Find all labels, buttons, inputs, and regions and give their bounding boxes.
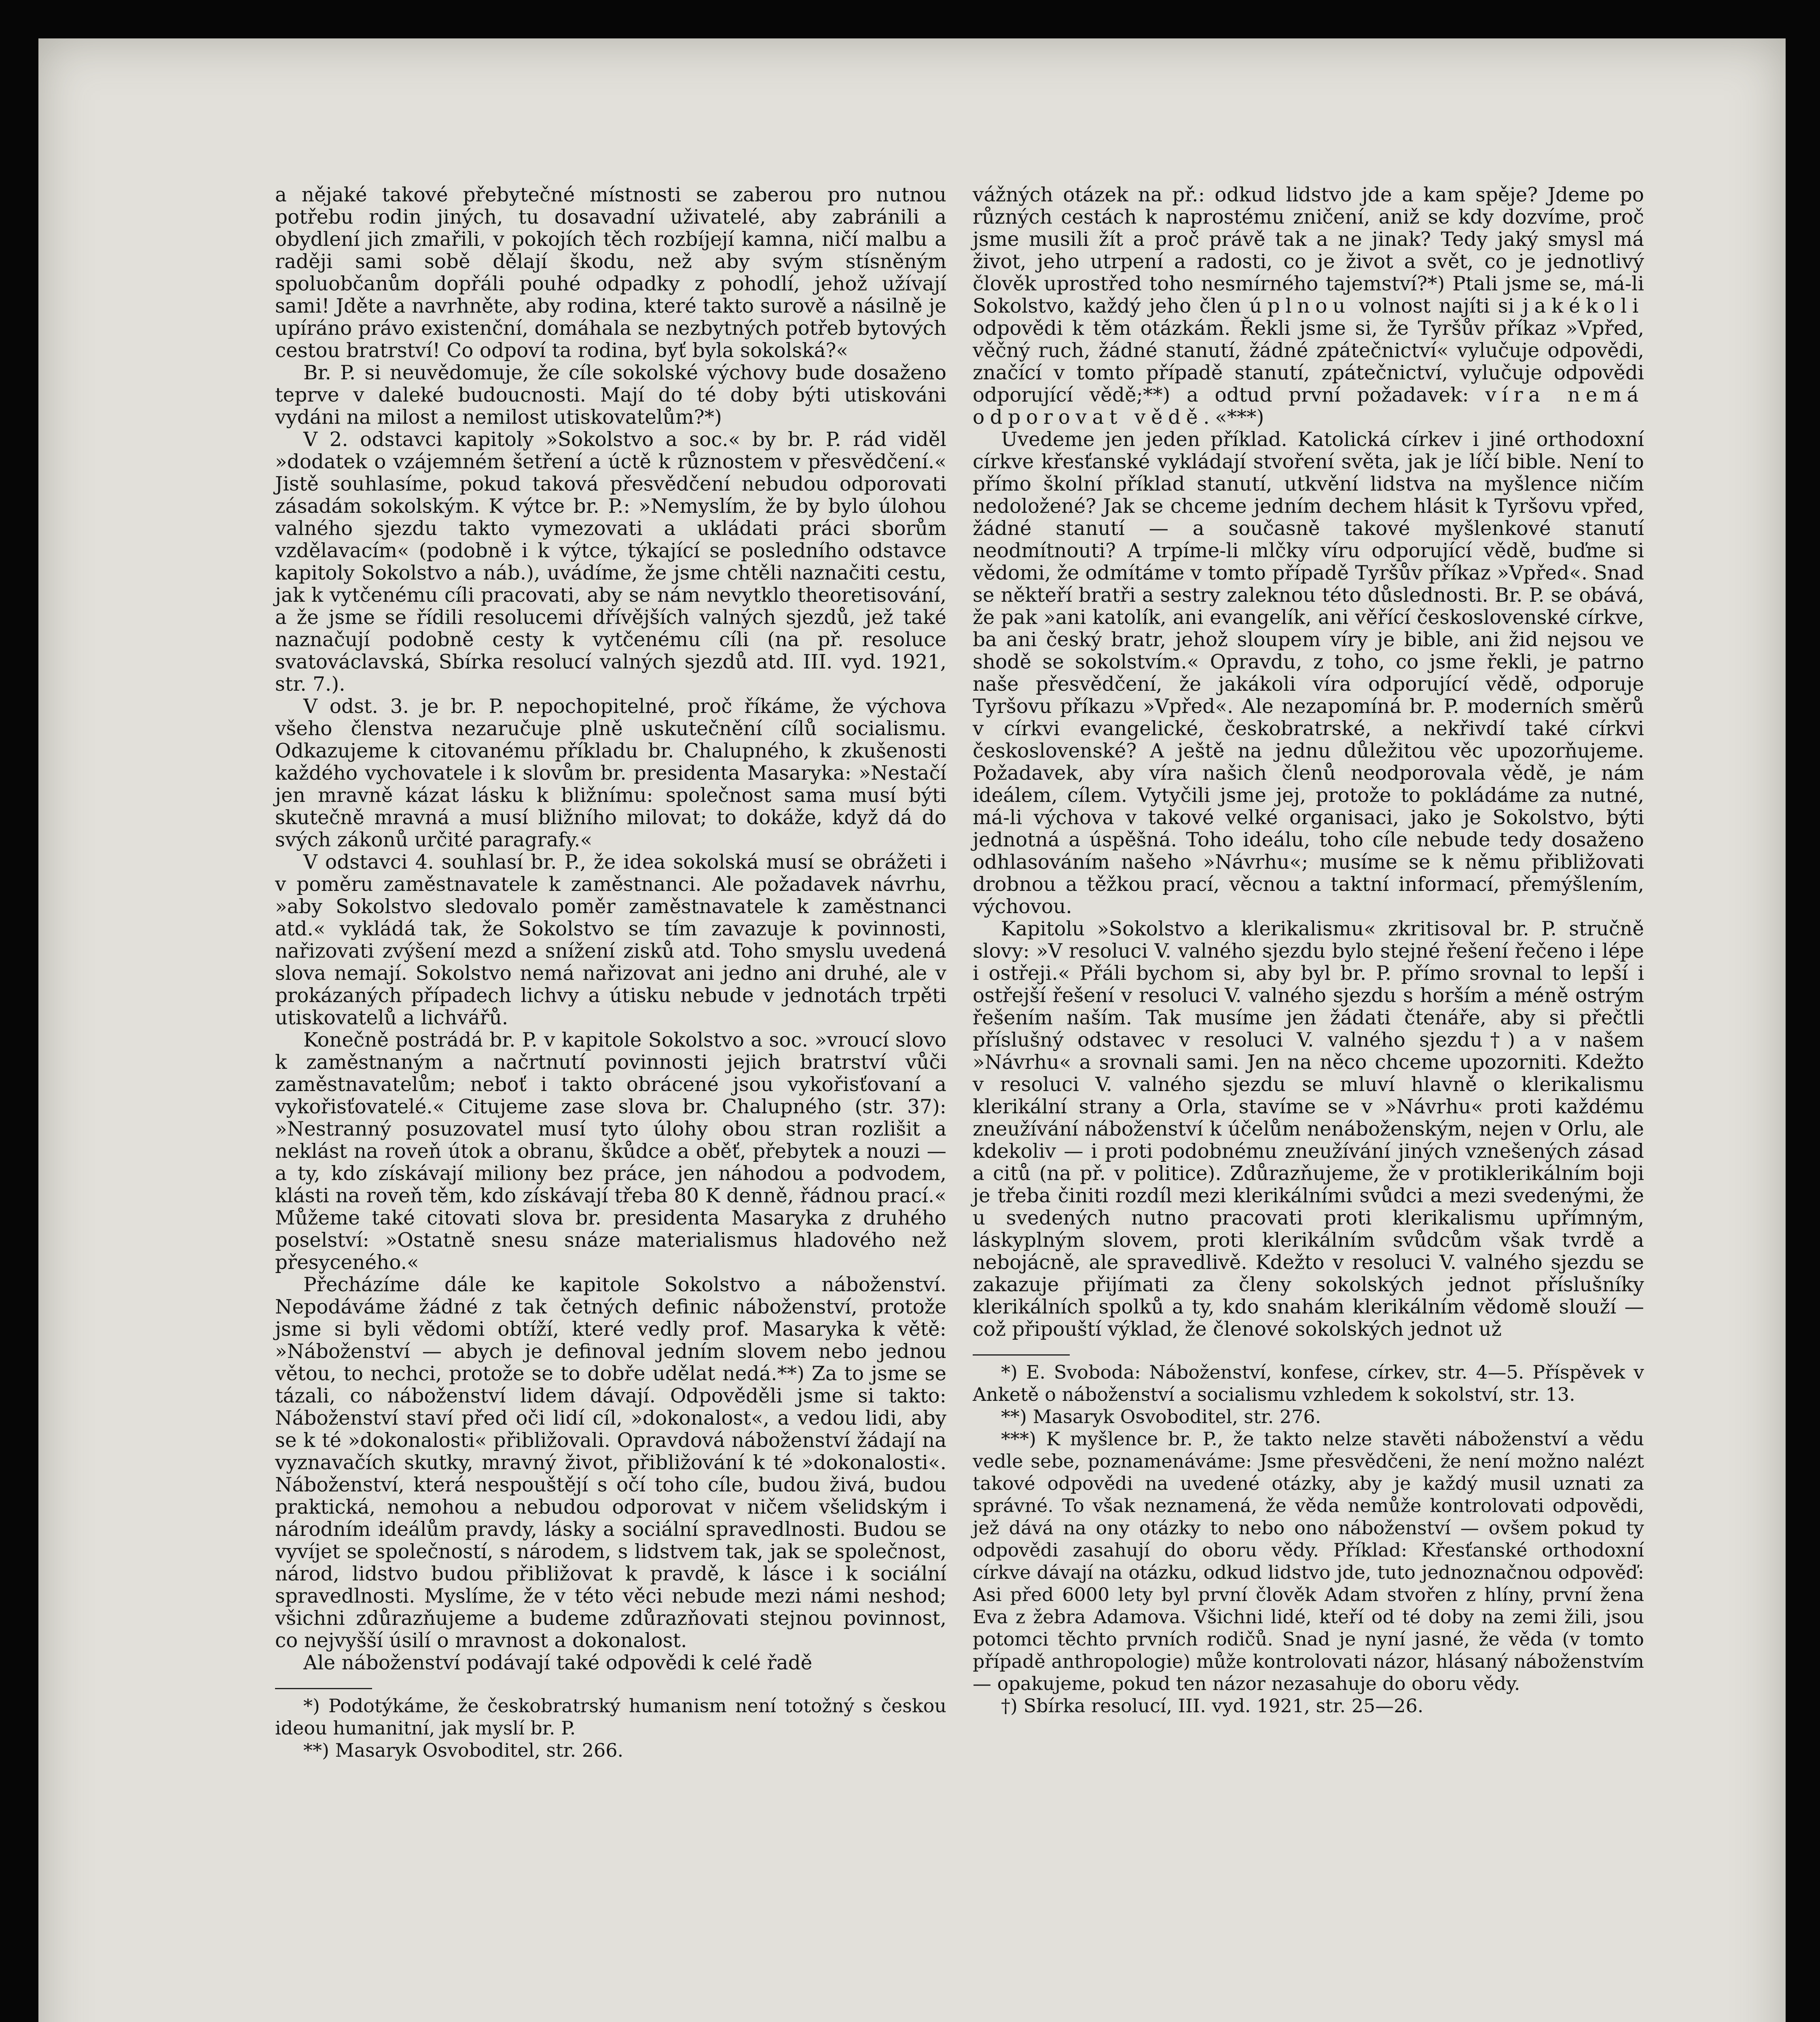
paragraph: V 2. odstavci kapitoly »Sokolstvo a soc.« by br. P. rád viděl »dodatek o vzájemném šetření a úctě k různostem v přesvědčení.« Jistě souhlasíme, pokud taková přesvědčení nebudou odporovati zásadám sokolským. K výtce br. P.: »Nemyslím, že by bylo úlohou valného sjezdu takto vymezovati a ukládati práci sborům vzdělavacím« (podobně i k výtce, týkající se posledního odstavce kapitoly Sokolstvo a náb.), uvádíme, že jsme chtěli naznačiti cestu, jak k vytčenému cíli pracovati, aby se nám nevytklo theoretisování, a že jsme se řídili resolucemi dřívějších valných sjezdů, jež také naznačují podobně cesty k vytčenému cíli (na př. resoluce svatováclavská, Sbírka resolucí valných sjezdů atd. III. vyd. 1921, str. 7.). — [275, 428, 946, 696]
text-run: volnost najíti si — [1359, 295, 1515, 317]
footnote: *) Podotýkáme, že českobratrský humanism není totožný s českou ideou humanitní, jak myslí br. P. — [275, 1695, 946, 1739]
paragraph: Kapitolu »Sokolstvo a klerikalismu« zkritisoval br. P. stručně slovy: »V resoluci V. valného sjezdu bylo stejné řešení řečeno i lépe i ostřeji.« Přáli bychom si, aby byl br. P. přímo srovnal to lepší i ostřejší řešení v resoluci V. valného sjezdu s horším a méně ostrým řešením naším. Tak musíme jen žádati čtenáře, aby si přečtli příslušný odstavec v resoluci V. valného sjezdu†) a v našem »Návrhu« a srovnali sami. Jen na něco chceme upozorniti. Kdežto v resoluci V. valného sjezdu se mluví hlavně o klerikalismu klerikální strany a Orla, stavíme se v »Návrhu« proti každému zneužívání náboženství k účelům nenáboženským, nejen v Orlu, ale kdekoliv — i proti podobnému zneužívání jiných vznešených zásad a citů (na př. v politice). Zdůrazňujeme, že v protiklerikálním boji je třeba činiti rozdíl mezi klerikálními svůdci a mezi svedenými, že u svedených nutno pracovati proti klerikalismu upřímným, láskyplným slovem, proti klerikálním svůdcům však tvrdě a nebojácně, ale spravedlivě. Kdežto v resoluci V. valného sjezdu se zakazuje přijímati za členy sokolských jednot příslušníky klerikálních spolků a ty, kdo snahám klerikálním vědomě slouží — což připouští výklad, že členové sokolských jednot už — [973, 918, 1644, 1341]
spaced-emphasis: jakékoli — [1522, 295, 1644, 317]
paragraph: Ale náboženství podávají také odpovědi k celé řadě — [303, 1652, 813, 1674]
left-column — [275, 184, 946, 1762]
footnote: †) Sbírka resolucí, III. vyd. 1921, str. 25—26. — [1001, 1695, 1424, 1717]
footnote: **) Masaryk Osvoboditel, str. 276. — [1001, 1406, 1321, 1428]
paragraph: V odstavci 4. souhlasí br. P., že idea sokolská musí se obrážeti i v poměru zaměstnavatele k zaměstnanci. Ale požadavek návrhu, »aby Sokolstvo sledovalo poměr zaměstnavatele k zaměstnanci atd.« vykládá tak, že Sokolstvo se tím zavazuje k povinnosti, nařizovati zvýšení mezd a snížení zisků atd. Toho smyslu uvedená slova nemají. Sokolstvo nemá nařizovat ani jedno ani druhé, ale v prokázaných případech lichvy a útisku nebude v jednotách trpěti utiskovatelů a lichvářů. — [275, 851, 946, 1029]
footnote: ***) K myšlence br. P., že takto nelze stavěti náboženství a vědu vedle sebe, poznamenáváme: Jsme přesvědčeni, že není možno nalézt takové odpovědi na uvedené otázky, aby je každý musil uznati za správné. To však neznamená, že věda nemůže kontrolovati odpovědi, jež dává na ony otázky to nebo ono náboženství — ovšem pokud ty odpovědi zasahují do oboru vědy. Příklad: Křesťanské orthodoxní církve dávají na otázku, odkud lidstvo jde, tuto jednoznačnou odpověď: Asi před 6000 lety byl první člověk Adam stvořen z hlíny, první žena Eva z žebra Adamova. Všichni lidé, kteří od té doby na zemi žili, jsou potomci těchto prvních rodičů. Snad je nyní jasné, že věda (v tomto případě anthropologie) může kontrolovati názor, hlásaný náboženstvím — opakujeme, pokud ten názor nezasahuje do oboru vědy. — [973, 1428, 1644, 1694]
paragraph — [973, 184, 1644, 429]
paragraph: Přecházíme dále ke kapitole Sokolstvo a náboženství. Nepodáváme žádné z tak četných definic náboženství, protože jsme si byli vědomi obtíží, které vedly prof. Masaryka k větě: »Náboženství — abych je definoval jedním slovem nebo jednou větou, to nechci, protože se to dobře udělat nedá.**) Za to jsme se tázali, co náboženství lidem dávají. Odpověděli jsme si takto: Náboženství staví před oči lidí cíl, »dokonalost«, a vedou lidi, aby se k té »dokonalosti« přibližovali. Opravdová náboženství žádají na vyznavačích skutky, mravný život, přibližování k té »dokonalosti«. Náboženství, která nespouštějí s očí toho cíle, budou živá, budou praktická, nemohou a nebudou odporovat v ničem všelidským i národním ideálům pravdy, lásky a sociální spravedlnosti. Budou se vyvíjet se společností, s národem, s lidstvem tak, jak se společnost, národ, lidstvo budou přibližovat k pravdě, k lásce i k sociální spravedlnosti. Myslíme, že v této věci nebude mezi námi neshod; všichni zdůrazňujeme a budeme zdůrazňovati stejnou povinnost, co nejvyšší úsilí o mravnost a dokonalost. — [275, 1273, 946, 1652]
text-run: vážných otázek na př.: odkud lidstvo jde a kam spěje? Jdeme po různých cestách k naprostému zničení, aniž se kdy dozvíme, proč jsme musili žít a proč právě tak a ne jinak? Tedy jaký smysl má život, jeho utrpení a radosti, co je život a svět, co je jednotlivý člověk uprostřed toho nesmírného tajemství?*) Ptali jsme se, má-li Sokolstvo, každý jeho člen — [973, 184, 1644, 317]
spaced-emphasis: úplnou — [1249, 295, 1351, 317]
paragraph: Br. P. si neuvědomuje, že cíle sokolské výchovy bude dosaženo teprve v daleké budoucnosti. Mají do té doby býti utiskováni vydáni na milost a nemilost utiskovatelům?*) — [275, 362, 946, 429]
footnote-divider — [973, 1354, 1070, 1356]
text-run: «***) — [1215, 406, 1264, 429]
footnote: **) Masaryk Osvoboditel, str. 266. — [303, 1739, 624, 1761]
text-run: odpovědi k těm otázkám. Řekli jsme si, že Tyršův příkaz »Vpřed, věčný ruch, žádné stanutí, žádné zpátečnictví« vylučuje odpovědi, značící v tomto případě stanutí, zpátečnictví, vylučuje odpovědi odporující vědě;**) a odtud první požadavek: — [973, 317, 1644, 406]
paragraph: Uvedeme jen jeden příklad. Katolická církev i jiné orthodoxní církve křesťanské vykládají stvoření světa, jak je líčí bible. Není to přímo školní příklad stanutí, utkvění lidstva na myšlence ničím nedoložené? Jak se chceme jedním dechem hlásit k Tyršovu vpřed, žádné stanutí — a současně takové myšlenkové stanutí neodmítnouti? A trpíme-li mlčky víru odporující vědě, buďme si vědomi, že odmítáme v tomto případě Tyršův příkaz »Vpřed«. Snad se někteří bratři a sestry zaleknou této důslednosti. Br. P. se obává, že pak »ani katolík, ani evangelík, ani věřící československé církve, ba ani český bratr, jehož sloupem víry je bible, ani žid nejsou ve shodě se sokolstvím.« Opravdu, z toho, co jsme řekli, je patrno naše přesvědčení, že jakákoli víra odporující vědě, odporuje Tyršovu příkazu »Vpřed«. Ale nezapomíná br. P. moderních směrů v církvi evangelické, českobratrské, a nekřivdí také církvi československé? A ještě na jednu důležitou věc upozorňujeme. Požadavek, aby víra našich členů neodporovala vědě, je nám ideálem, cílem. Vytyčili jsme jej, protože to pokládáme za nutné, má-li výchova v takové velké organisaci, jako je Sokolstvo, býti jednotná a úspěšná. Toho ideálu, toho cíle nebude tedy dosaženo odhlasováním našeho »Návrhu«; musíme se k němu přibližovati drobnou a těžkou prací, věcnou a taktní informací, přemýšlením, výchovou. — [973, 428, 1644, 918]
paragraph: Konečně postrádá br. P. v kapitole Sokolstvo a soc. »vroucí slovo k zaměstnaným a načrtnutí povinnosti jejich bratrství vůči zaměstnavatelům; neboť i takto obrácené jsou vykořisťovaní a vykořisťovatelé.« Citujeme zase slova br. Chalupného (str. 37): »Nestranný posuzovatel musí tyto úlohy obou stran rozlišit a neklást na roveň útok a obranu, škůdce a oběť, přebytek a nouzi — a ty, kdo získávají miliony bez práce, jen náhodou a podvodem, klásti na roveň těm, kdo získávají třeba 80 K denně, řádnou prací.« Můžeme také citovati slova br. presidenta Masaryka z druhého poselství: »Ostatně snesu snáze materialismus hladového než přesyceného.« — [275, 1029, 946, 1274]
footnote-divider — [275, 1688, 372, 1689]
footnote: *) E. Svoboda: Náboženství, konfese, církev, str. 4—5. Příspěvek v Anketě o náboženství a socialismu vzhledem k sokolství, str. 13. — [973, 1361, 1644, 1405]
right-column — [973, 184, 1644, 1717]
spaced-emphasis: víra nemá odporovat vědě. — [973, 384, 1644, 429]
book-page — [38, 38, 1786, 2022]
paragraph: V odst. 3. je br. P. nepochopitelné, proč říkáme, že výchova všeho členstva nezaručuje plně uskutečnění cílů socialismu. Odkazujeme k citovanému příkladu br. Chalupného, k zkušenosti každého vychovatele i k slovům br. presidenta Masaryka: »Nestačí jen mravně kázat lásku k bližnímu: společnost sama musí býti skutečně mravná a musí bližního milovat; to dokáže, když dá do svých zákonů určité paragrafy.« — [275, 695, 946, 851]
paragraph: a nějaké takové přebytečné místnosti se zaberou pro nutnou potřebu rodin jiných, tu dosavadní uživatelé, aby zabránili a obydlení jich zmařili, v pokojích těch rozbíjejí kamna, ničí malbu a raději sami sobě dělají škodu, než aby svým stísněným spoluobčanům dopřáli pouhé odpadky z pohodlí, jehož užívají sami! Jděte a navrhněte, aby rodina, které takto surově a násilně je upíráno právo existenční, domáhala se nezbytných potřeb bytových cestou bratrství! Co odpoví ta rodina, byť byla sokolská?« — [275, 184, 946, 362]
